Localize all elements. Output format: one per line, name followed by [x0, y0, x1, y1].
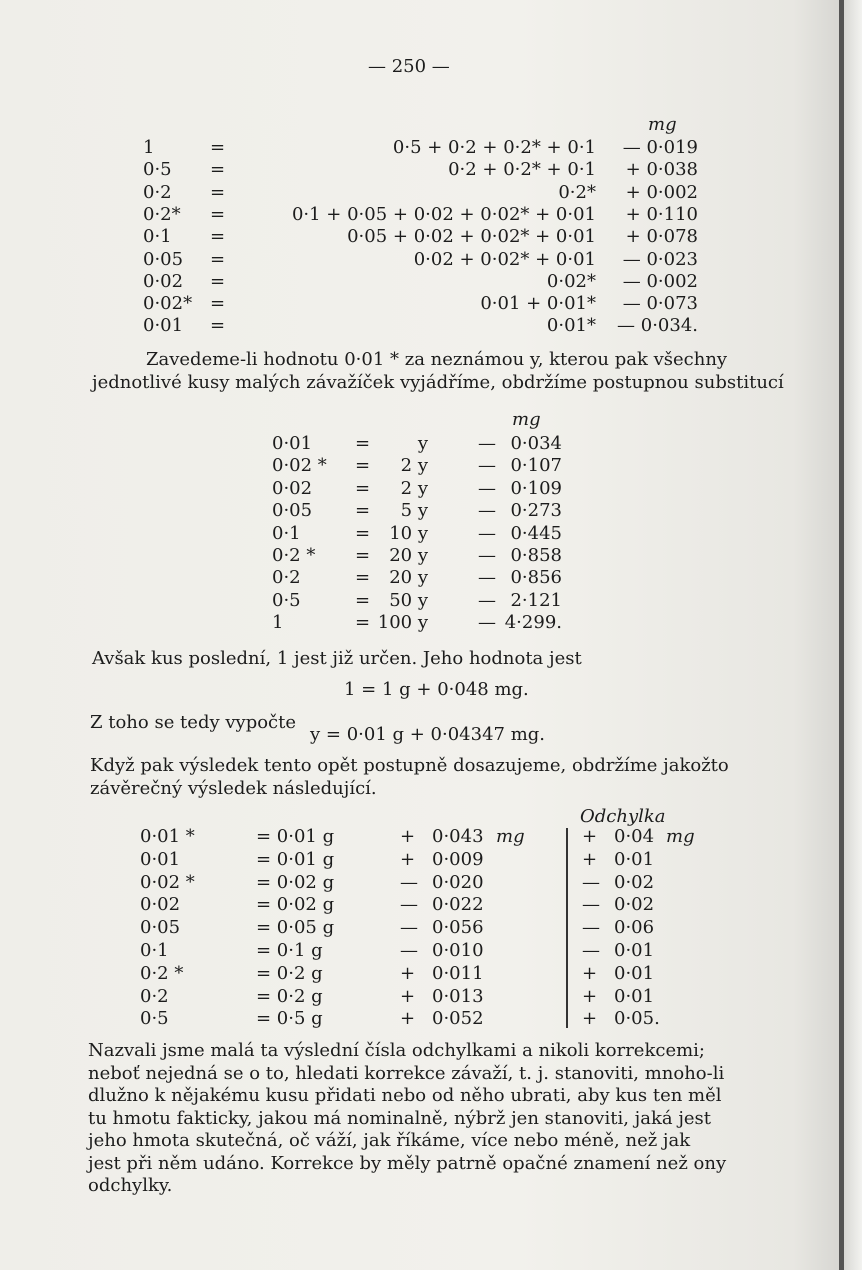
table2-lhs: 0·05 — [272, 500, 313, 522]
paragraph-line: neboť nejedná se o to, hledati korrekce závaží, t. j. stanoviti, mnoho-li — [88, 1062, 725, 1084]
table2-lhs: 0·02 — [272, 477, 313, 499]
table3-dev-sign: + — [582, 985, 598, 1007]
table2-equals: = — [355, 433, 371, 454]
table2-lhs: 1 — [272, 612, 284, 634]
table1-correction: — 0·023 — [622, 248, 698, 270]
table3-dev-value: 0·04 — [614, 826, 655, 847]
table2-lhs: 0·5 — [272, 589, 301, 611]
table3-grams: = 0·02 g — [256, 894, 335, 916]
table3-dev-sign: — — [582, 871, 600, 893]
table2-sign: — — [478, 545, 496, 566]
table2-coef: 10 y — [389, 522, 428, 544]
table3-sign: + — [400, 826, 416, 847]
table3-sign: — — [400, 917, 418, 939]
table2-coef: 2 y — [400, 455, 428, 477]
table1-equals: = — [210, 203, 226, 225]
table1-lhs: 0·5 — [143, 159, 172, 181]
table1-terms: 0·01* — [546, 315, 596, 337]
table3-dev-value: 0·01 — [614, 962, 655, 984]
table1-equals: = — [210, 226, 226, 248]
table1-correction: + 0·110 — [625, 203, 698, 225]
table1-correction: — 0·002 — [622, 270, 698, 292]
table2-equals: = — [355, 477, 371, 499]
table2-lhs: 0·1 — [272, 522, 301, 544]
table2-equals: = — [355, 545, 371, 566]
table2-value: 0·856 — [510, 567, 562, 589]
table3-value: 0·011 — [432, 962, 484, 984]
table3-dev-value: 0·02 — [614, 894, 655, 916]
table2-sign: — — [478, 522, 496, 544]
paragraph-conclusion — [88, 1040, 748, 1198]
table3-grams: = 0·2 g — [256, 962, 323, 984]
table1-equals: = — [210, 181, 226, 203]
table3-dev-sign: — — [582, 940, 600, 961]
table2-value: 0·107 — [510, 455, 562, 477]
table1-terms: 0·1 + 0·05 + 0·02 + 0·02* + 0·01 — [291, 203, 596, 225]
paragraph-line: Nazvali jsme malá ta výslední čísla odchylkami a nikoli korrekcemi; — [88, 1040, 705, 1061]
page-edge-shadow — [839, 0, 844, 1270]
table2-lhs: 0·2 — [272, 567, 301, 589]
table1-terms: 0·5 + 0·2 + 0·2* + 0·1 — [392, 137, 596, 158]
table3-grams: = 0·1 g — [256, 940, 323, 961]
table2-sign: — — [478, 433, 496, 454]
paragraph-result — [90, 755, 750, 800]
table1-terms: 0·02* — [546, 270, 596, 292]
paragraph-line: dlužno k nějakému kusu přidati nebo od něho ubrati, aby kus ten měl — [88, 1085, 722, 1106]
table2-sign: — — [478, 500, 496, 522]
table2-equals: = — [355, 589, 371, 611]
table1-lhs: 0·1 — [143, 226, 172, 248]
table2-sign: — — [478, 477, 496, 499]
paragraph-substitution — [92, 349, 784, 394]
table1-terms: 0·02 + 0·02* + 0·01 — [413, 248, 596, 270]
table1-equals: = — [210, 248, 226, 270]
table1-correction: — 0·073 — [622, 293, 698, 315]
table3-lhs: 0·02 * — [140, 871, 195, 893]
paragraph-line: jednotlivé kusy malých závažíček vyjádříme, obdržíme postupnou substitucí — [92, 371, 784, 393]
table3-lhs: 0·1 — [140, 940, 169, 961]
paragraph-line: Když pak výsledek tento opět postupně dosazujeme, obdržíme jakožto — [90, 755, 729, 776]
table1-correction: + 0·038 — [625, 159, 698, 181]
table2-value: 4·299. — [504, 612, 562, 634]
table2-value: 2·121 — [510, 589, 562, 611]
table3-grams: = 0·5 g — [256, 1008, 323, 1030]
table3-lhs: 0·2 * — [140, 962, 184, 984]
table3-dev-sign: — — [582, 894, 600, 916]
table2-equals: = — [355, 500, 371, 522]
table2-lhs: 0·2 * — [272, 545, 316, 566]
table2-equals: = — [355, 612, 371, 634]
table3-lhs: 0·5 — [140, 1008, 169, 1030]
table1-equals: = — [210, 137, 226, 158]
paragraph-line: odchylky. — [88, 1175, 173, 1196]
table1-correction: — 0·019 — [622, 137, 698, 158]
table3-unit: mg — [496, 826, 525, 847]
table3-dev-unit: mg — [666, 826, 695, 847]
table1-correction: + 0·002 — [625, 181, 698, 203]
table1-correction: — 0·034. — [617, 315, 698, 337]
table3-value: 0·009 — [432, 848, 484, 870]
table1-terms: 0·2 + 0·2* + 0·1 — [448, 159, 596, 181]
paragraph-line: Zavedeme-li hodnotu 0·01 * za neznámou y, kterou pak všechny — [146, 349, 728, 370]
table3-dev-value: 0·01 — [614, 985, 655, 1007]
table3-sign: + — [400, 848, 416, 870]
table1-lhs: 0·02* — [143, 293, 193, 315]
table2-equals: = — [355, 567, 371, 589]
table3-value: 0·052 — [432, 1008, 484, 1030]
page-number: — 250 — — [368, 56, 450, 77]
table3-lhs: 0·02 — [140, 894, 181, 916]
table3-lhs: 0·2 — [140, 985, 169, 1007]
table1-equals: = — [210, 159, 226, 181]
table3-dev-value: 0·01 — [614, 848, 655, 870]
table1-correction: + 0·078 — [625, 226, 698, 248]
table3-grams: = 0·01 g — [256, 826, 335, 847]
table2-value: 0·273 — [510, 500, 562, 522]
table2-lhs: 0·01 — [272, 433, 313, 454]
table1-unit-label: mg — [648, 114, 677, 135]
table3-lhs: 0·05 — [140, 917, 181, 939]
table2-coef: 50 y — [389, 589, 428, 611]
table3-grams: = 0·2 g — [256, 985, 323, 1007]
table2-coef: 5 y — [400, 500, 428, 522]
page-edge — [844, 0, 862, 1270]
table3-dev-sign: + — [582, 1008, 598, 1030]
table3-header-odchylka: Odchylka — [580, 806, 666, 827]
table1-equals: = — [210, 293, 226, 315]
table3-value: 0·013 — [432, 985, 484, 1007]
table3-dev-value: 0·01 — [614, 940, 655, 961]
table3-sign: — — [400, 894, 418, 916]
table3-sign: + — [400, 962, 416, 984]
table2-coef: 20 y — [389, 567, 428, 589]
table3-value: 0·043 — [432, 826, 484, 847]
table3-sign: — — [400, 940, 418, 961]
table3-value: 0·056 — [432, 917, 484, 939]
table3-value: 0·022 — [432, 894, 484, 916]
table1-lhs: 0·2* — [143, 203, 181, 225]
paragraph-line: jeho hmota skutečná, oč váží, jak říkáme, více nebo méně, než jak — [88, 1130, 691, 1151]
table2-coef: 100 y — [377, 612, 428, 634]
equation-y: y = 0·01 g + 0·04347 mg. — [310, 724, 546, 745]
table3-sign: + — [400, 985, 416, 1007]
table3-dev-sign: + — [582, 848, 598, 870]
paragraph-line: jest při něm udáno. Korrekce by měly patrně opačné znamení než ony — [88, 1152, 727, 1174]
table1-equals: = — [210, 270, 226, 292]
table1-terms: 0·05 + 0·02 + 0·02* + 0·01 — [347, 226, 596, 248]
table2-value: 0·858 — [510, 545, 562, 566]
table1-lhs: 0·2 — [143, 181, 172, 203]
table3-dev-sign: + — [582, 826, 598, 847]
table2-sign: — — [478, 567, 496, 589]
table1-lhs: 0·02 — [143, 270, 184, 292]
table2-equals: = — [355, 455, 371, 477]
table3-divider — [566, 828, 568, 1028]
table1-lhs: 1 — [143, 137, 155, 158]
table2-value: 0·109 — [510, 477, 562, 499]
table2-unit-label: mg — [512, 409, 541, 430]
table3-value: 0·020 — [432, 871, 484, 893]
table1-lhs: 0·01 — [143, 315, 184, 337]
table2-value: 0·445 — [510, 522, 562, 544]
table3-dev-value: 0·02 — [614, 871, 655, 893]
table3-dev-value: 0·05. — [614, 1008, 660, 1030]
table3-sign: + — [400, 1008, 416, 1030]
paragraph-line: závěrečný výsledek následující. — [90, 777, 377, 799]
table3-grams: = 0·05 g — [256, 917, 335, 939]
paragraph-line: tu hmotu fakticky, jakou má nominalně, nýbrž jen stanoviti, jaká jest — [88, 1107, 712, 1129]
table3-dev-value: 0·06 — [614, 917, 655, 939]
table2-sign: — — [478, 612, 496, 634]
table3-value: 0·010 — [432, 940, 484, 961]
table2-value: 0·034 — [510, 433, 562, 454]
table2-sign: — — [478, 589, 496, 611]
text-ztoho: Z toho se tedy vypočte — [90, 712, 297, 733]
table2-lhs: 0·02 * — [272, 455, 327, 477]
table2-coef: 20 y — [389, 545, 428, 566]
table3-lhs: 0·01 * — [140, 826, 195, 847]
table3-grams: = 0·02 g — [256, 871, 335, 893]
table2-coef: 2 y — [400, 477, 428, 499]
table1-terms: 0·01 + 0·01* — [480, 293, 596, 315]
table2-sign: — — [478, 455, 496, 477]
table1-equals: = — [210, 315, 226, 337]
table2-equals: = — [355, 522, 371, 544]
table2-coef: y — [417, 433, 428, 454]
table3-sign: — — [400, 871, 418, 893]
table1-terms: 0·2* — [558, 181, 596, 203]
table3-dev-sign: — — [582, 917, 600, 939]
table3-grams: = 0·01 g — [256, 848, 335, 870]
table3-dev-sign: + — [582, 962, 598, 984]
equation-one: 1 = 1 g + 0·048 mg. — [344, 679, 529, 700]
text-avsak: Avšak kus poslední, 1 jest již určen. Jeho hodnota jest — [92, 648, 582, 669]
table1-lhs: 0·05 — [143, 248, 184, 270]
table3-lhs: 0·01 — [140, 848, 181, 870]
